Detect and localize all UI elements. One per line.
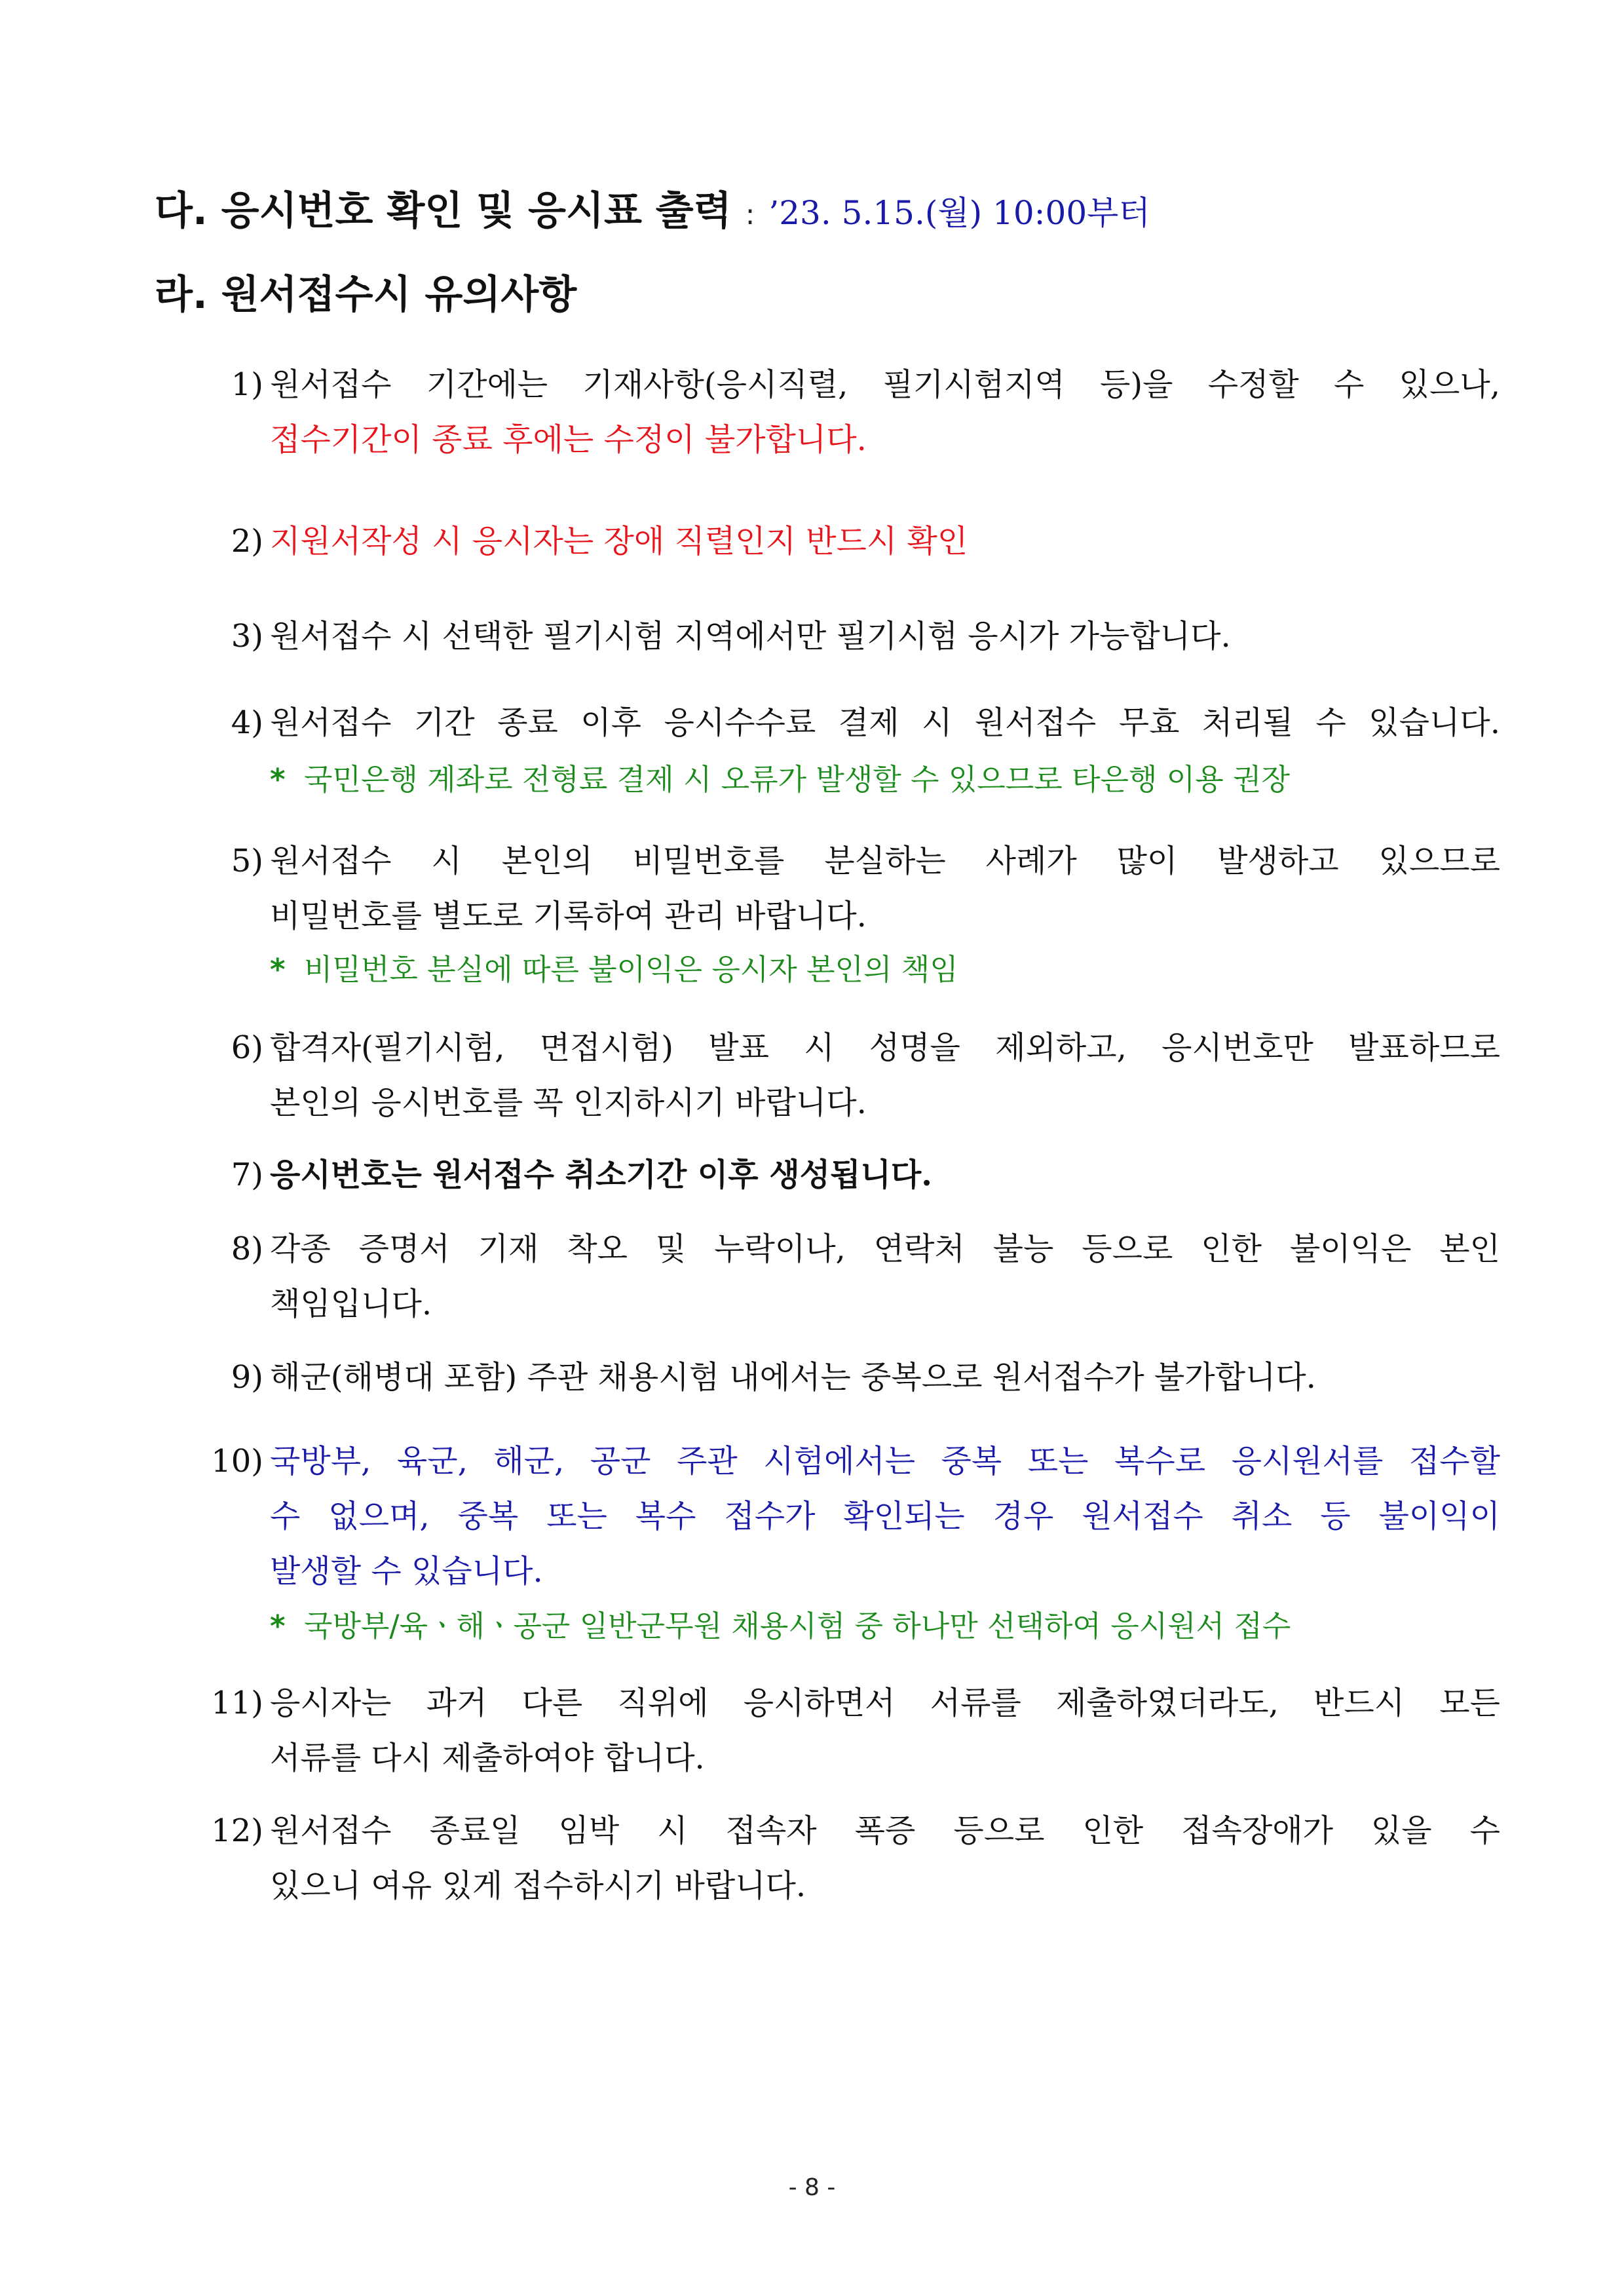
note-marker: * (270, 952, 286, 987)
list-item-3 (197, 609, 1500, 664)
item-line-notice: 국방부, 육군, 해군, 공군 주관 시험에서는 중복 또는 복수로 응시원서를 접수할 (270, 1443, 1500, 1480)
list-item-11 (197, 1675, 1500, 1786)
item-line-bold: 응시번호는 원서접수 취소기간 이후 생성됩니다. (270, 1157, 932, 1193)
note-text: 국민은행 계좌로 전형료 결제 시 오류가 발생할 수 있으므로 타은행 이용 권장 (304, 762, 1290, 797)
item-line: 원서접수 기간 종료 이후 응시수수료 결제 시 원서접수 무효 처리될 수 있습니다. (270, 704, 1500, 741)
note-text: 비밀번호 분실에 따른 불이익은 응시자 본인의 책임 (304, 952, 958, 987)
item-number: 9) (231, 1359, 263, 1396)
heading-ra (155, 271, 576, 318)
item-line-warning: 접수기간이 종료 후에는 수정이 불가합니다. (270, 421, 867, 458)
item-number: 2) (231, 523, 263, 560)
list-item-1 (197, 357, 1500, 467)
item-line: 해군(해병대 포함) 주관 채용시험 내에서는 중복으로 원서접수가 불가합니다. (270, 1359, 1316, 1396)
item-line: 합격자(필기시험, 면접시험) 발표 시 성명을 제외하고, 응시번호만 발표하므로 (270, 1029, 1500, 1066)
item-line: 원서접수 기간에는 기재사항(응시직렬, 필기시험지역 등)을 수정할 수 있으나, (270, 366, 1500, 403)
note-item-10 (270, 1603, 1500, 1649)
list-item-5 (197, 833, 1500, 944)
item-line: 원서접수 시 본인의 비밀번호를 분실하는 사례가 많이 발생하고 있으므로 (270, 843, 1500, 879)
note-marker: * (270, 1609, 286, 1643)
item-number: 10) (211, 1443, 263, 1480)
list-item-4 (197, 695, 1500, 750)
note-text: 국방부/육ㆍ해ㆍ공군 일반군무원 채용시험 중 하나만 선택하여 응시원서 접수 (304, 1609, 1291, 1643)
item-line: 있으니 여유 있게 접수하시기 바랍니다. (270, 1867, 806, 1904)
note-item-5 (270, 947, 1500, 993)
heading-da-colon: : (745, 198, 755, 231)
item-line: 서류를 다시 제출하여야 합니다. (270, 1740, 705, 1776)
item-number: 4) (231, 704, 263, 741)
list-item-7 (197, 1147, 1500, 1202)
item-number: 7) (231, 1157, 263, 1193)
list-item-2 (197, 514, 1500, 569)
list-item-8 (197, 1221, 1500, 1331)
item-line: 비밀번호를 별도로 기록하여 관리 바랍니다. (270, 898, 867, 934)
item-line-notice: 수 없으며, 중복 또는 복수 접수가 확인되는 경우 원서접수 취소 등 불이익이 (270, 1498, 1500, 1535)
heading-da (155, 187, 1150, 239)
item-line-notice: 발생할 수 있습니다. (270, 1553, 543, 1590)
item-line-warning: 지원서작성 시 응시자는 장애 직렬인지 반드시 확인 (270, 523, 968, 560)
item-number: 12) (211, 1812, 263, 1849)
item-number: 8) (231, 1231, 263, 1267)
note-marker: * (270, 762, 286, 797)
item-line: 원서접수 종료일 임박 시 접속자 폭증 등으로 인한 접속장애가 있을 수 (270, 1812, 1500, 1849)
heading-da-title: 다. 응시번호 확인 및 응시표 출력 (155, 188, 732, 234)
item-line: 각종 증명서 기재 착오 및 누락이나, 연락처 불능 등으로 인한 불이익은 본인 (270, 1231, 1500, 1267)
list-item-6 (197, 1020, 1500, 1130)
item-number: 11) (211, 1685, 263, 1721)
list-item-10 (197, 1434, 1500, 1599)
item-line: 본인의 응시번호를 꼭 인지하시기 바랍니다. (270, 1084, 867, 1121)
item-line: 책임입니다. (270, 1286, 432, 1322)
item-number: 5) (231, 843, 263, 879)
item-number: 6) (231, 1029, 263, 1066)
heading-da-date: ’23. 5.15.(월) 10:00부터 (768, 194, 1150, 232)
page-number: - 8 - (788, 2174, 836, 2201)
item-line: 응시자는 과거 다른 직위에 응시하면서 서류를 제출하였더라도, 반드시 모든 (270, 1685, 1500, 1721)
heading-ra-title: 라. 원서접수시 유의사항 (155, 272, 577, 318)
list-item-9 (197, 1350, 1500, 1405)
item-number: 1) (231, 366, 263, 403)
item-line: 원서접수 시 선택한 필기시험 지역에서만 필기시험 응시가 가능합니다. (270, 618, 1231, 655)
item-number: 3) (231, 618, 263, 655)
note-item-4 (270, 757, 1500, 803)
list-item-12 (197, 1803, 1500, 1913)
